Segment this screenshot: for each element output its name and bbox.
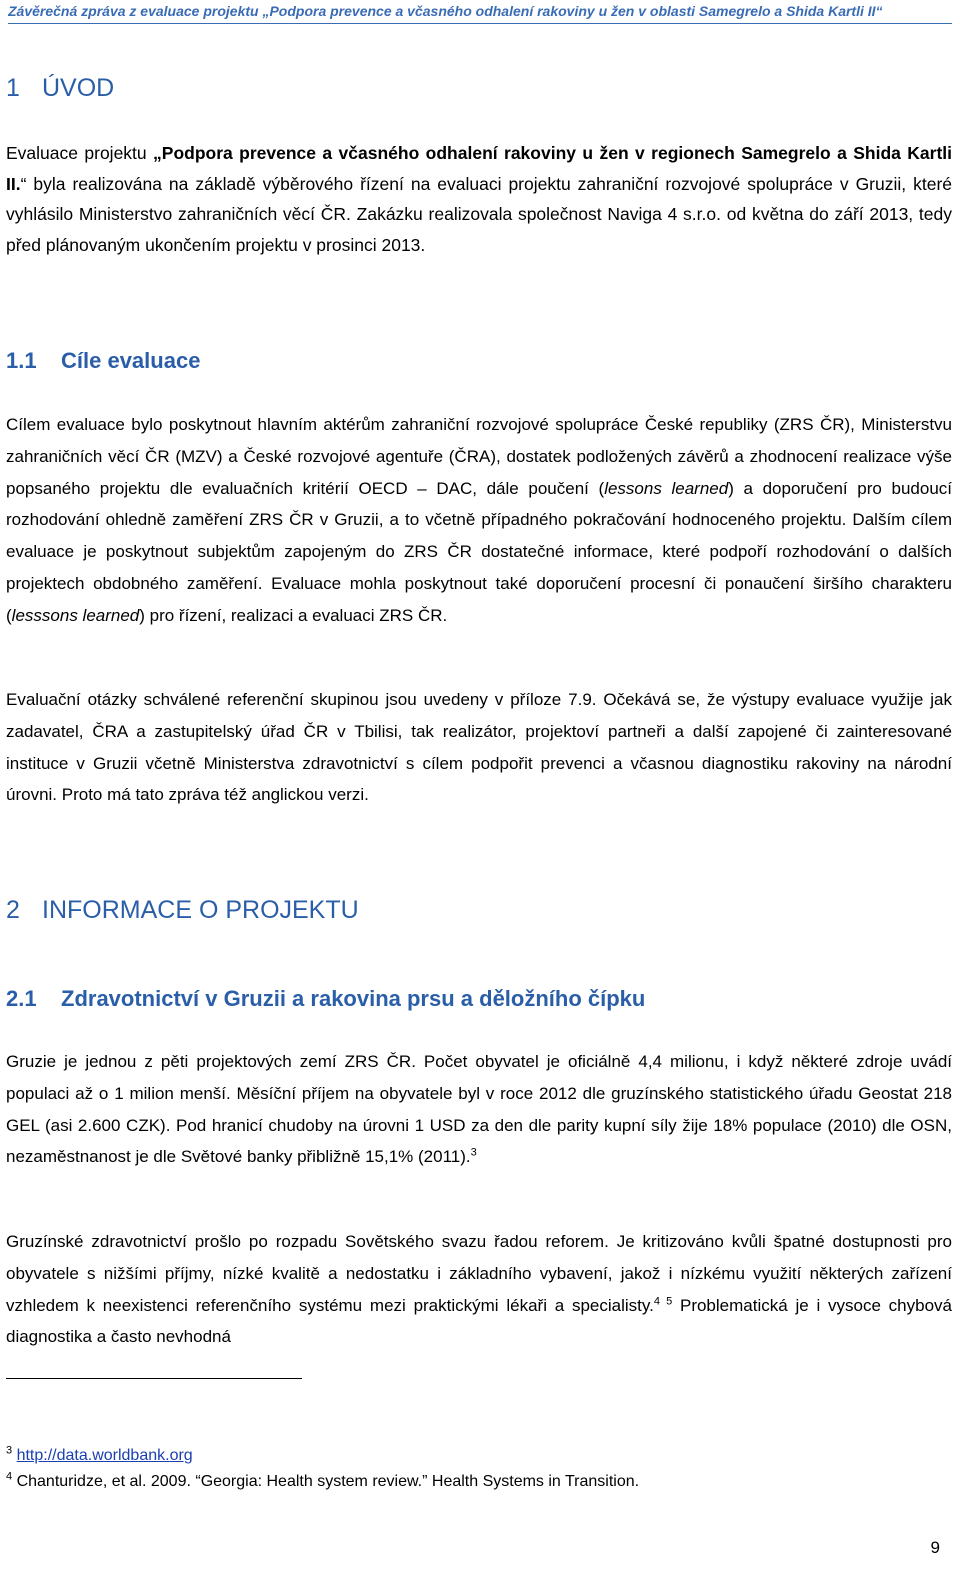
- footnote-4: [6, 1472, 639, 1492]
- section-title: INFORMACE O PROJEKTU: [42, 896, 359, 924]
- georgia-paragraph: [6, 1046, 952, 1173]
- section-heading-2: [6, 896, 359, 925]
- goals-text-a: Cílem evaluace bylo poskytnout hlavním aktérům zahraniční rozvojové spolupráce České republiky (ZRS ČR), Ministerstvu zahraničních věcí ČR (MZV) a České rozvojové agentuře (ČRA), dostatek podložených závěrů a zhodnocení realizace výše popsaného projektu dle evaluačních kritérií OECD – DAC, dále poučení (: [6, 415, 952, 498]
- section-title: Zdravotnictví v Gruzii a rakovina prsu a děložního čípku: [61, 986, 646, 1011]
- section-heading-1: [6, 74, 114, 103]
- section-number: 2.1: [6, 986, 37, 1011]
- footnote-3: [6, 1446, 193, 1466]
- healthcare-text-b: Problematická je i vysoce chybová diagnostika a často nevhodná: [6, 1295, 953, 1347]
- footnote-ref[interactable]: 3: [470, 1146, 477, 1159]
- page-number: 9: [930, 1538, 940, 1557]
- section-number: 2: [6, 896, 20, 924]
- healthcare-text-a: Gruzínské zdravotnictví prošlo po rozpadu Sovětského svazu řadou reforem. Je kritizováno kvůli špatné dostupnosti pro obyvatele s nižšími příjmy, nízké kvalitě a nedostatku i základního vybavení, jakož i nízkému využití některých zařízení vzhledem k neexistenci referenčního systému mezi praktickými lékaři a specialisty.: [6, 1232, 952, 1315]
- footnote-divider: [6, 1378, 302, 1379]
- section-number: 1: [6, 74, 20, 102]
- footnote-number: 3: [6, 1444, 13, 1457]
- footnote-ref[interactable]: 4 5: [653, 1294, 673, 1307]
- goals-text-c: ) pro řízení, realizaci a evaluaci ZRS ČR.: [139, 605, 448, 625]
- goals-text-b: ) a doporučení pro budoucí rozhodování ohledně zaměření ZRS ČR v Gruzii, a to včetně případného pokračování hodnoceného projektu. Dalším cílem evaluace je poskytnout subjektům zapojeným do ZRS ČR dostatečné informace, které podpoří rozhodování o dalších projektech obdobného zaměření. Evaluace mohla poskytnout také doporučení procesní či ponaučení širšího charakteru (: [6, 478, 952, 625]
- georgia-text: Gruzie je jednou z pěti projektových zemí ZRS ČR. Počet obyvatel je oficiálně 4,4 milionu, i když některé zdroje uvádí populaci až o 1 milion menší. Měsíční příjem na obyvatele byl v roce 2012 dle gruzínského statistického úřadu Geostat 218 GEL (asi 2.600 CZK). Pod hranicí chudoby na úrovni 1 USD za den dle parity kupní síly žije 18% populace (2010) dle OSN, nezaměstnanost je dle Světové banky přibližně 15,1% (2011).: [6, 1052, 952, 1167]
- footnote-text: Chanturidze, et al. 2009. “Georgia: Health system review.” Health Systems in Transition.: [16, 1473, 640, 1490]
- section-title: ÚVOD: [42, 74, 115, 102]
- section-heading-2-1: [6, 986, 645, 1012]
- goals-paragraph: [6, 409, 952, 632]
- running-header: Závěrečná zpráva z evaluace projektu „Podpora prevence a včasného odhalení rakoviny u žen v oblasti Samegrelo a Shida Kartli II“: [8, 3, 952, 24]
- section-number: 1.1: [6, 348, 37, 373]
- footnote-link[interactable]: http://data.worldbank.org: [16, 1447, 193, 1464]
- intro-text-start: Evaluace projektu: [6, 143, 154, 163]
- section-heading-1-1: [6, 348, 200, 374]
- goals-italic-2: lesssons learned: [11, 605, 140, 625]
- footnote-number: 4: [6, 1470, 13, 1483]
- project-name: „Podpora prevence a včasného odhalení rakoviny u žen v regionech Samegrelo a Shida Kartli II.: [6, 143, 952, 194]
- goals-italic-1: lessons learned: [604, 478, 729, 498]
- questions-paragraph: Evaluační otázky schválené referenční skupinou jsou uvedeny v příloze 7.9. Očekává se, že výstupy evaluace využije jak zadavatel, ČRA a zastupitelský úřad ČR v Tbilisi, tak realizátor, projektoví partneři a další zapojené či zainteresované instituce v Gruzii včetně Ministerstva zdravotnictví s cílem podpořit prevenci a včasnou diagnostiku rakoviny na národní úrovni. Proto má tato zpráva též anglickou verzi.: [6, 690, 952, 805]
- section-title: Cíle evaluace: [61, 348, 201, 373]
- healthcare-paragraph: [6, 1226, 952, 1353]
- intro-paragraph: [6, 138, 952, 260]
- intro-text-end: “ byla realizována na základě výběrového řízení na evaluaci projektu zahraniční rozvojové spolupráce v Gruzii, které vyhlásilo Ministerstvo zahraničních věcí ČR. Zakázku realizovala společnost Naviga 4 s.r.o. od května do září 2013, tedy před plánovaným ukončením projektu v prosinci 2013.: [6, 173, 952, 255]
